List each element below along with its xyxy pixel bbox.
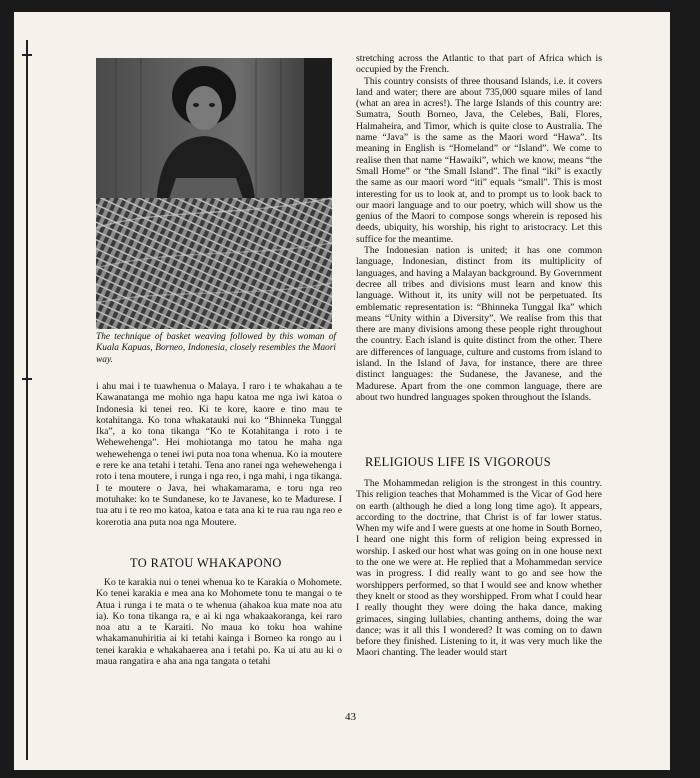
page-number: 43 (345, 711, 356, 723)
photo-caption: The technique of basket weaving followed by this woman of Kuala Kapuas, Borneo, Indonesia, closely resembles the Maori way. (96, 332, 336, 365)
paragraph: The Mohammedan religion is the strongest in this country. This religion teaches that Mohammed is the Vicar of God here on earth (although he died a long long time ago). It appears, according to the doctrine, that Christ is of far lower status. When my wife and I were guests at one home in South Borneo, I heard one night this form of religion being expressed in worship. I asked our host what was going on in one house next to the one we were at. He replied that a Mohammedan service was in progress. I did really want to go and see how the worshippers performed, so that I would see and know whether they knelt or stood as they worshipped. From what I could hear I really thought they were doing the haka dance, making grimaces, singing lullabies, chanting anthems, doing the war dance; was it all this I wondered? It was coming on to dawn before they finished. Listening to it, it was very much like the Maori chanting. The leader would start (356, 478, 602, 659)
section-heading-maori: TO RATOU WHAKAPONO (130, 556, 282, 570)
section-heading-english: RELIGIOUS LIFE IS VIGOROUS (365, 455, 552, 469)
right-column-text-2 (356, 478, 602, 659)
paragraph: i ahu mai i te tuawhenua o Malaya. I raro i te whakahau a te Kawanatanga me mohio nga hapu katoa me nga iwi katoa o Indonesia ki tenei reo. Ki te kore, kaore e tino mau te kotahitanga. Ko tona whakatauki nui ko “Bhinneka Tunggal Ika”, a ko tona tikanga “Ko te Kotahitanga i roto i te Wehewehenga”. Hei mohiotanga mo tatou he maha nga wehewehenga o tenei iwi puta noa tona whenua. Ko ia moutere e rere ke ana tetahi i tetahi. Tena ano ranei nga wehewehenga i roto i tena moutere, i runga i nga reo, i nga mahi, i nga tikanga. I te moutere o Java, hei whakamarama, e toru nga reo motuhake: ko te Sundanese, ko te Javanese, ko te Madurese. I tua atu i te reo mo katoa, katoa e tata ana ki te rua rau nga reo e korerotia ana puta noa nga Moutere. (96, 381, 342, 528)
left-column-text-1 (96, 381, 342, 528)
paragraph: stretching across the Atlantic to that part of Africa which is occupied by the French. (356, 53, 602, 76)
paragraph: Ko te karakia nui o tenei whenua ko te Karakia o Mohomete. Ko tenei karakia e mea ana ko Mohomete tonu te mangai o te Atua i runga i te mata o te whenua (ahakoa kua mate noa atu ia). Ko tona tikanga ra, e ai ki nga whakaakoranga, kei raro noa atu a te Karaiti. No maua ko toku hoa wahine whakamanuhiritia ai ki tetahi kainga i Borneo ka rongo au i tenei karakia e whakahaerea ana i tetahi po. Ka ui atu au ki o maua rangatira e aha ana nga tangata o tetahi (96, 577, 342, 668)
paragraph: The Indonesian nation is united; it has one common language, Indonesian, distinct from its multiplicity of languages, and having a Malayan background. By Government decree all tribes and divisions must learn and know this language. Without it, its unity will not be perpetuated. Its emblematic representation is: “Bhinneka Tunggal Ika” which means “Unity within a Diversity”. We realise from this that there are many divisions among these people right throughout the country. Each island is quite distinct from the other. There are differences of language, culture and customs from island to island. In the Island of Java, for instance, there are three distinct languages: the Sudanese, the Javanese, and the Madurese. Apart from the one common language, there are about two hundred languages spoken throughout the Islands. (356, 245, 602, 403)
binding-edge (26, 40, 28, 760)
paragraph: This country consists of three thousand Islands, i.e. it covers land and water; there are about 735,000 square miles of land (what an area in acres!). The large Islands of this country are: Sumatra, South Borneo, Java, the Celebes, Bali, Flores, Halmaheira, and Timor, which is quite close to Australia. The name “Java” is the same as the Maori word “Hawa”. Its meaning in English is “Homeland” or “Island”. We come to realise then that name “Hawaiki”, which we know, means “the Small Home” or “the Small Island”. The final “iki” is exactly the same as our maori word “iti” equals “small”. This is most interesting for us to look at, and to prompt us to look back to our maori language and to our poetry, which will show us the genius of the Maori to compose songs wherein is reposed his deeds, ubiquity, his worship, his right to aristocracy. Let this suffice for the meantime. (356, 75, 602, 245)
photo-basket-weaving (96, 58, 332, 329)
left-column-text-2 (96, 577, 342, 667)
right-column-text-1 (356, 53, 602, 403)
photo-illustration (96, 58, 332, 329)
